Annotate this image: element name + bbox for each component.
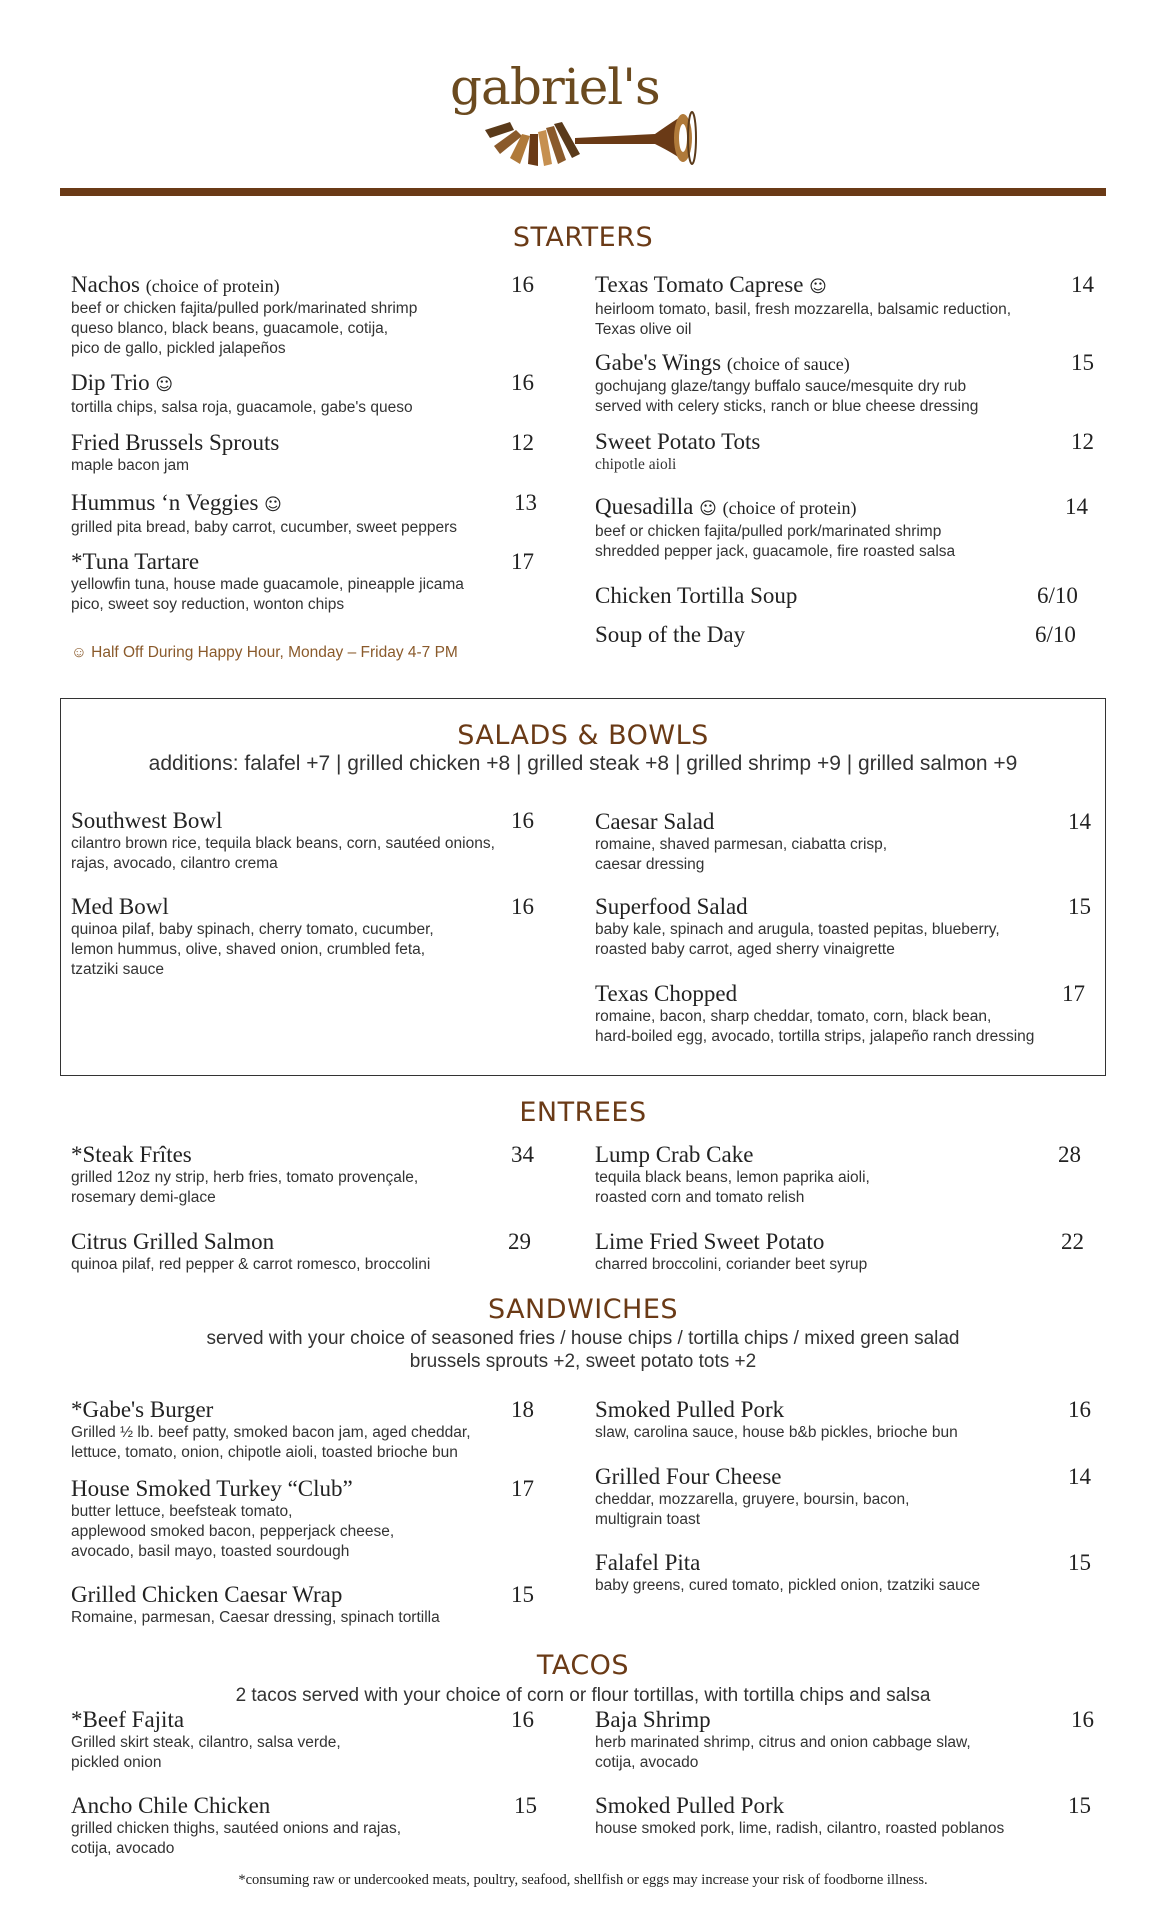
menu-item-nachos (71, 272, 537, 359)
item-name: Lime Fried Sweet Potato (595, 1229, 825, 1254)
sandwiches-title: SANDWICHES (487, 1294, 679, 1325)
menu-item-gabes-wings (595, 350, 1095, 417)
item-name: Grilled Four Cheese (595, 1464, 782, 1489)
item-price: 16 (1071, 1707, 1094, 1732)
item-name: Hummus ‘n Veggies (71, 490, 259, 515)
item-description: grilled 12oz ny strip, herb fries, tomato provençale, rosemary demi-glace (71, 1169, 419, 1206)
item-description: cilantro brown rice, tequila black beans, corn, sautéed onions, rajas, avocado, cilantro crema (71, 835, 495, 872)
item-price: 15 (511, 1582, 534, 1607)
item-description: Grilled skirt steak, cilantro, salsa verde, pickled onion (71, 1734, 341, 1771)
trumpet-icon (480, 108, 710, 170)
item-name: *Gabe's Burger (71, 1397, 214, 1422)
item-description: slaw, carolina sauce, house b&b pickles, brioche bun (595, 1424, 958, 1441)
item-description: beef or chicken fajita/pulled pork/marinated shrimp queso blanco, black beans, guacamole, cotija, pico de gallo, pickled jalapeños (71, 300, 418, 357)
item-name: Soup of the Day (595, 622, 746, 647)
item-name: Caesar Salad (595, 809, 715, 834)
logo-wordmark: gabriel's (450, 58, 660, 116)
menu-item-sweet-potato-tots (595, 429, 1095, 475)
item-name: Smoked Pulled Pork (595, 1793, 785, 1818)
item-price: 16 (511, 1707, 534, 1732)
item-name: Gabe's Wings (595, 350, 722, 375)
smiley-icon: ☺ (699, 499, 717, 519)
item-name: House Smoked Turkey “Club” (71, 1476, 353, 1501)
sandwiches-sides-note: served with your choice of seasoned fries / house chips / tortilla chips / mixed green salad (206, 1328, 960, 1349)
item-name: Sweet Potato Tots (595, 429, 761, 454)
item-description: herb marinated shrimp, citrus and onion cabbage slaw, cotija, avocado (595, 1734, 971, 1771)
menu-item-texas-tomato-caprese (595, 272, 1095, 340)
item-description: Grilled ½ lb. beef patty, smoked bacon jam, aged cheddar, lettuce, tomato, onion, chipotle aioli, toasted brioche bun (71, 1424, 471, 1461)
salads-title: SALADS & BOWLS (457, 720, 709, 751)
happy-hour-note: ☺ Half Off During Happy Hour, Monday – Friday 4-7 PM (71, 644, 458, 661)
item-price: 14 (1071, 272, 1094, 297)
salads-additions: additions: falafel +7 | grilled chicken +8 | grilled steak +8 | grilled shrimp +9 | grilled salmon +9 (148, 752, 1018, 775)
food-safety-disclaimer: *consuming raw or undercooked meats, poultry, seafood, shellfish or eggs may increase your risk of foodborne illness. (238, 1872, 928, 1888)
item-price: 18 (511, 1397, 534, 1422)
item-description: baby kale, spinach and arugula, toasted pepitas, blueberry, roasted baby carrot, aged sherry vinaigrette (595, 921, 1000, 958)
item-name: Smoked Pulled Pork (595, 1397, 785, 1422)
item-price: 16 (511, 370, 534, 395)
menu-item-soup-of-the-day (595, 622, 1095, 648)
menu-item-steak-frites (71, 1142, 537, 1208)
item-price: 14 (1068, 1464, 1091, 1489)
item-name: Superfood Salad (595, 894, 748, 919)
item-name: Baja Shrimp (595, 1707, 711, 1732)
item-name: *Beef Fajita (71, 1707, 185, 1732)
menu-item-smoked-pulled-pork-sandwich (595, 1397, 1095, 1443)
item-description: grilled chicken thighs, sautéed onions and rajas, cotija, avocado (71, 1820, 402, 1857)
menu-item-caesar-salad (595, 809, 1095, 875)
item-description: house smoked pork, lime, radish, cilantro, roasted poblanos (595, 1820, 1005, 1837)
menu-item-med-bowl (71, 894, 537, 980)
item-name: Falafel Pita (595, 1550, 701, 1575)
item-description: grilled pita bread, baby carrot, cucumber, sweet peppers (71, 519, 457, 536)
item-price: 29 (508, 1229, 531, 1254)
menu-item-fried-brussels-sprouts (71, 430, 537, 476)
item-name: *Tuna Tartare (71, 549, 200, 574)
item-name: Nachos (71, 272, 140, 297)
menu-item-grilled-chicken-caesar-wrap (71, 1582, 537, 1628)
item-description: tequila black beans, lemon paprika aioli, roasted corn and tomato relish (595, 1169, 870, 1206)
item-name: Chicken Tortilla Soup (595, 583, 798, 608)
item-price: 6/10 (1037, 583, 1078, 608)
menu-item-hummus-n-veggies (71, 490, 537, 538)
menu-item-grilled-four-cheese (595, 1464, 1095, 1530)
item-description: chipotle aioli (595, 456, 677, 473)
item-name: Quesadilla (595, 494, 694, 519)
item-price: 16 (511, 894, 534, 919)
item-price: 34 (511, 1142, 534, 1167)
entrees-title: ENTREES (519, 1097, 647, 1128)
item-name: Southwest Bowl (71, 808, 223, 833)
menu-item-quesadilla (595, 494, 1095, 562)
item-price: 6/10 (1035, 622, 1076, 647)
menu-item-chicken-tortilla-soup (595, 583, 1095, 609)
item-price: 15 (1068, 894, 1091, 919)
menu-item-smoked-pulled-pork-taco (595, 1793, 1095, 1839)
menu-item-southwest-bowl (71, 808, 537, 874)
item-description: charred broccolini, coriander beet syrup (595, 1256, 868, 1273)
menu-item-ancho-chile-chicken-taco (71, 1793, 537, 1859)
item-price: 14 (1068, 809, 1091, 834)
item-price: 13 (514, 490, 537, 515)
item-note: (choice of protein) (722, 498, 857, 518)
item-description: Romaine, parmesan, Caesar dressing, spinach tortilla (71, 1609, 440, 1626)
item-description: quinoa pilaf, red pepper & carrot romesco, broccolini (71, 1256, 431, 1273)
sandwiches-upgrade-note: brussels sprouts +2, sweet potato tots +2 (409, 1351, 757, 1372)
item-name: Texas Tomato Caprese (595, 272, 804, 297)
item-price: 12 (511, 430, 534, 455)
item-name: Citrus Grilled Salmon (71, 1229, 275, 1254)
item-price: 12 (1071, 429, 1094, 454)
tacos-note: 2 tacos served with your choice of corn or flour tortillas, with tortilla chips and salsa (235, 1685, 931, 1706)
item-note: (choice of sauce) (726, 354, 850, 374)
item-price: 14 (1065, 494, 1088, 519)
item-note: (choice of protein) (145, 276, 280, 296)
item-description: quinoa pilaf, baby spinach, cherry tomato, cucumber, lemon hummus, olive, shaved onion, crumbled feta, tzatziki sauce (71, 921, 434, 978)
item-description: beef or chicken fajita/pulled pork/marinated shrimp shredded pepper jack, guacamole, fire roasted salsa (595, 523, 956, 560)
menu-item-superfood-salad (595, 894, 1095, 960)
menu-item-falafel-pita (595, 1550, 1095, 1596)
item-price: 15 (1068, 1550, 1091, 1575)
item-name: Ancho Chile Chicken (71, 1793, 271, 1818)
menu-item-baja-shrimp-taco (595, 1707, 1095, 1773)
smiley-icon: ☺ (809, 277, 827, 297)
smiley-icon: ☺ (264, 495, 282, 515)
item-price: 17 (511, 549, 534, 574)
item-description: yellowfin tuna, house made guacamole, pineapple jicama pico, sweet soy reduction, wonton chips (71, 576, 464, 613)
header-divider (60, 188, 1106, 196)
item-name: *Steak Frîtes (71, 1142, 192, 1167)
item-price: 15 (1068, 1793, 1091, 1818)
item-description: gochujang glaze/tangy buffalo sauce/mesquite dry rub served with celery sticks, ranch or blue cheese dressing (595, 378, 979, 415)
item-price: 28 (1058, 1142, 1081, 1167)
menu-item-beef-fajita-taco (71, 1707, 537, 1773)
item-description: romaine, bacon, sharp cheddar, tomato, corn, black bean, hard-boiled egg, avocado, tortilla strips, jalapeño ranch dressing (595, 1008, 1035, 1045)
item-name: Grilled Chicken Caesar Wrap (71, 1582, 343, 1607)
item-name: Texas Chopped (595, 981, 738, 1006)
item-price: 15 (514, 1793, 537, 1818)
tacos-title: TACOS (536, 1650, 630, 1681)
gabriels-logo (450, 58, 710, 173)
item-price: 16 (511, 272, 534, 297)
item-name: Fried Brussels Sprouts (71, 430, 280, 455)
item-name: Med Bowl (71, 894, 169, 919)
item-price: 15 (1071, 350, 1094, 375)
item-price: 17 (511, 1476, 534, 1501)
item-price: 16 (1068, 1397, 1091, 1422)
item-price: 22 (1061, 1229, 1084, 1254)
smiley-icon: ☺ (155, 375, 174, 395)
item-name: Dip Trio (71, 370, 150, 395)
menu-item-tuna-tartare (71, 549, 537, 615)
menu-item-house-smoked-turkey-club (71, 1476, 537, 1562)
item-description: butter lettuce, beefsteak tomato, applewood smoked bacon, pepperjack cheese, avocado, basil mayo, toasted sourdough (71, 1503, 395, 1560)
item-description: romaine, shaved parmesan, ciabatta crisp, caesar dressing (595, 836, 888, 873)
menu-item-gabes-burger (71, 1397, 537, 1463)
item-description: baby greens, cured tomato, pickled onion, tzatziki sauce (595, 1577, 981, 1594)
item-description: heirloom tomato, basil, fresh mozzarella, balsamic reduction, Texas olive oil (595, 301, 1012, 338)
item-name: Lump Crab Cake (595, 1142, 754, 1167)
item-price: 17 (1062, 981, 1085, 1006)
menu-item-texas-chopped (595, 981, 1095, 1047)
item-price: 16 (511, 808, 534, 833)
menu-item-lump-crab-cake (595, 1142, 1095, 1208)
menu-item-dip-trio (71, 370, 537, 418)
menu-item-citrus-grilled-salmon (71, 1229, 537, 1275)
item-description: tortilla chips, salsa roja, guacamole, gabe's queso (71, 399, 413, 416)
starters-title: STARTERS (512, 222, 654, 253)
menu-item-lime-fried-sweet-potato (595, 1229, 1095, 1275)
item-description: maple bacon jam (71, 457, 190, 474)
item-description: cheddar, mozzarella, gruyere, boursin, bacon, multigrain toast (595, 1491, 910, 1528)
